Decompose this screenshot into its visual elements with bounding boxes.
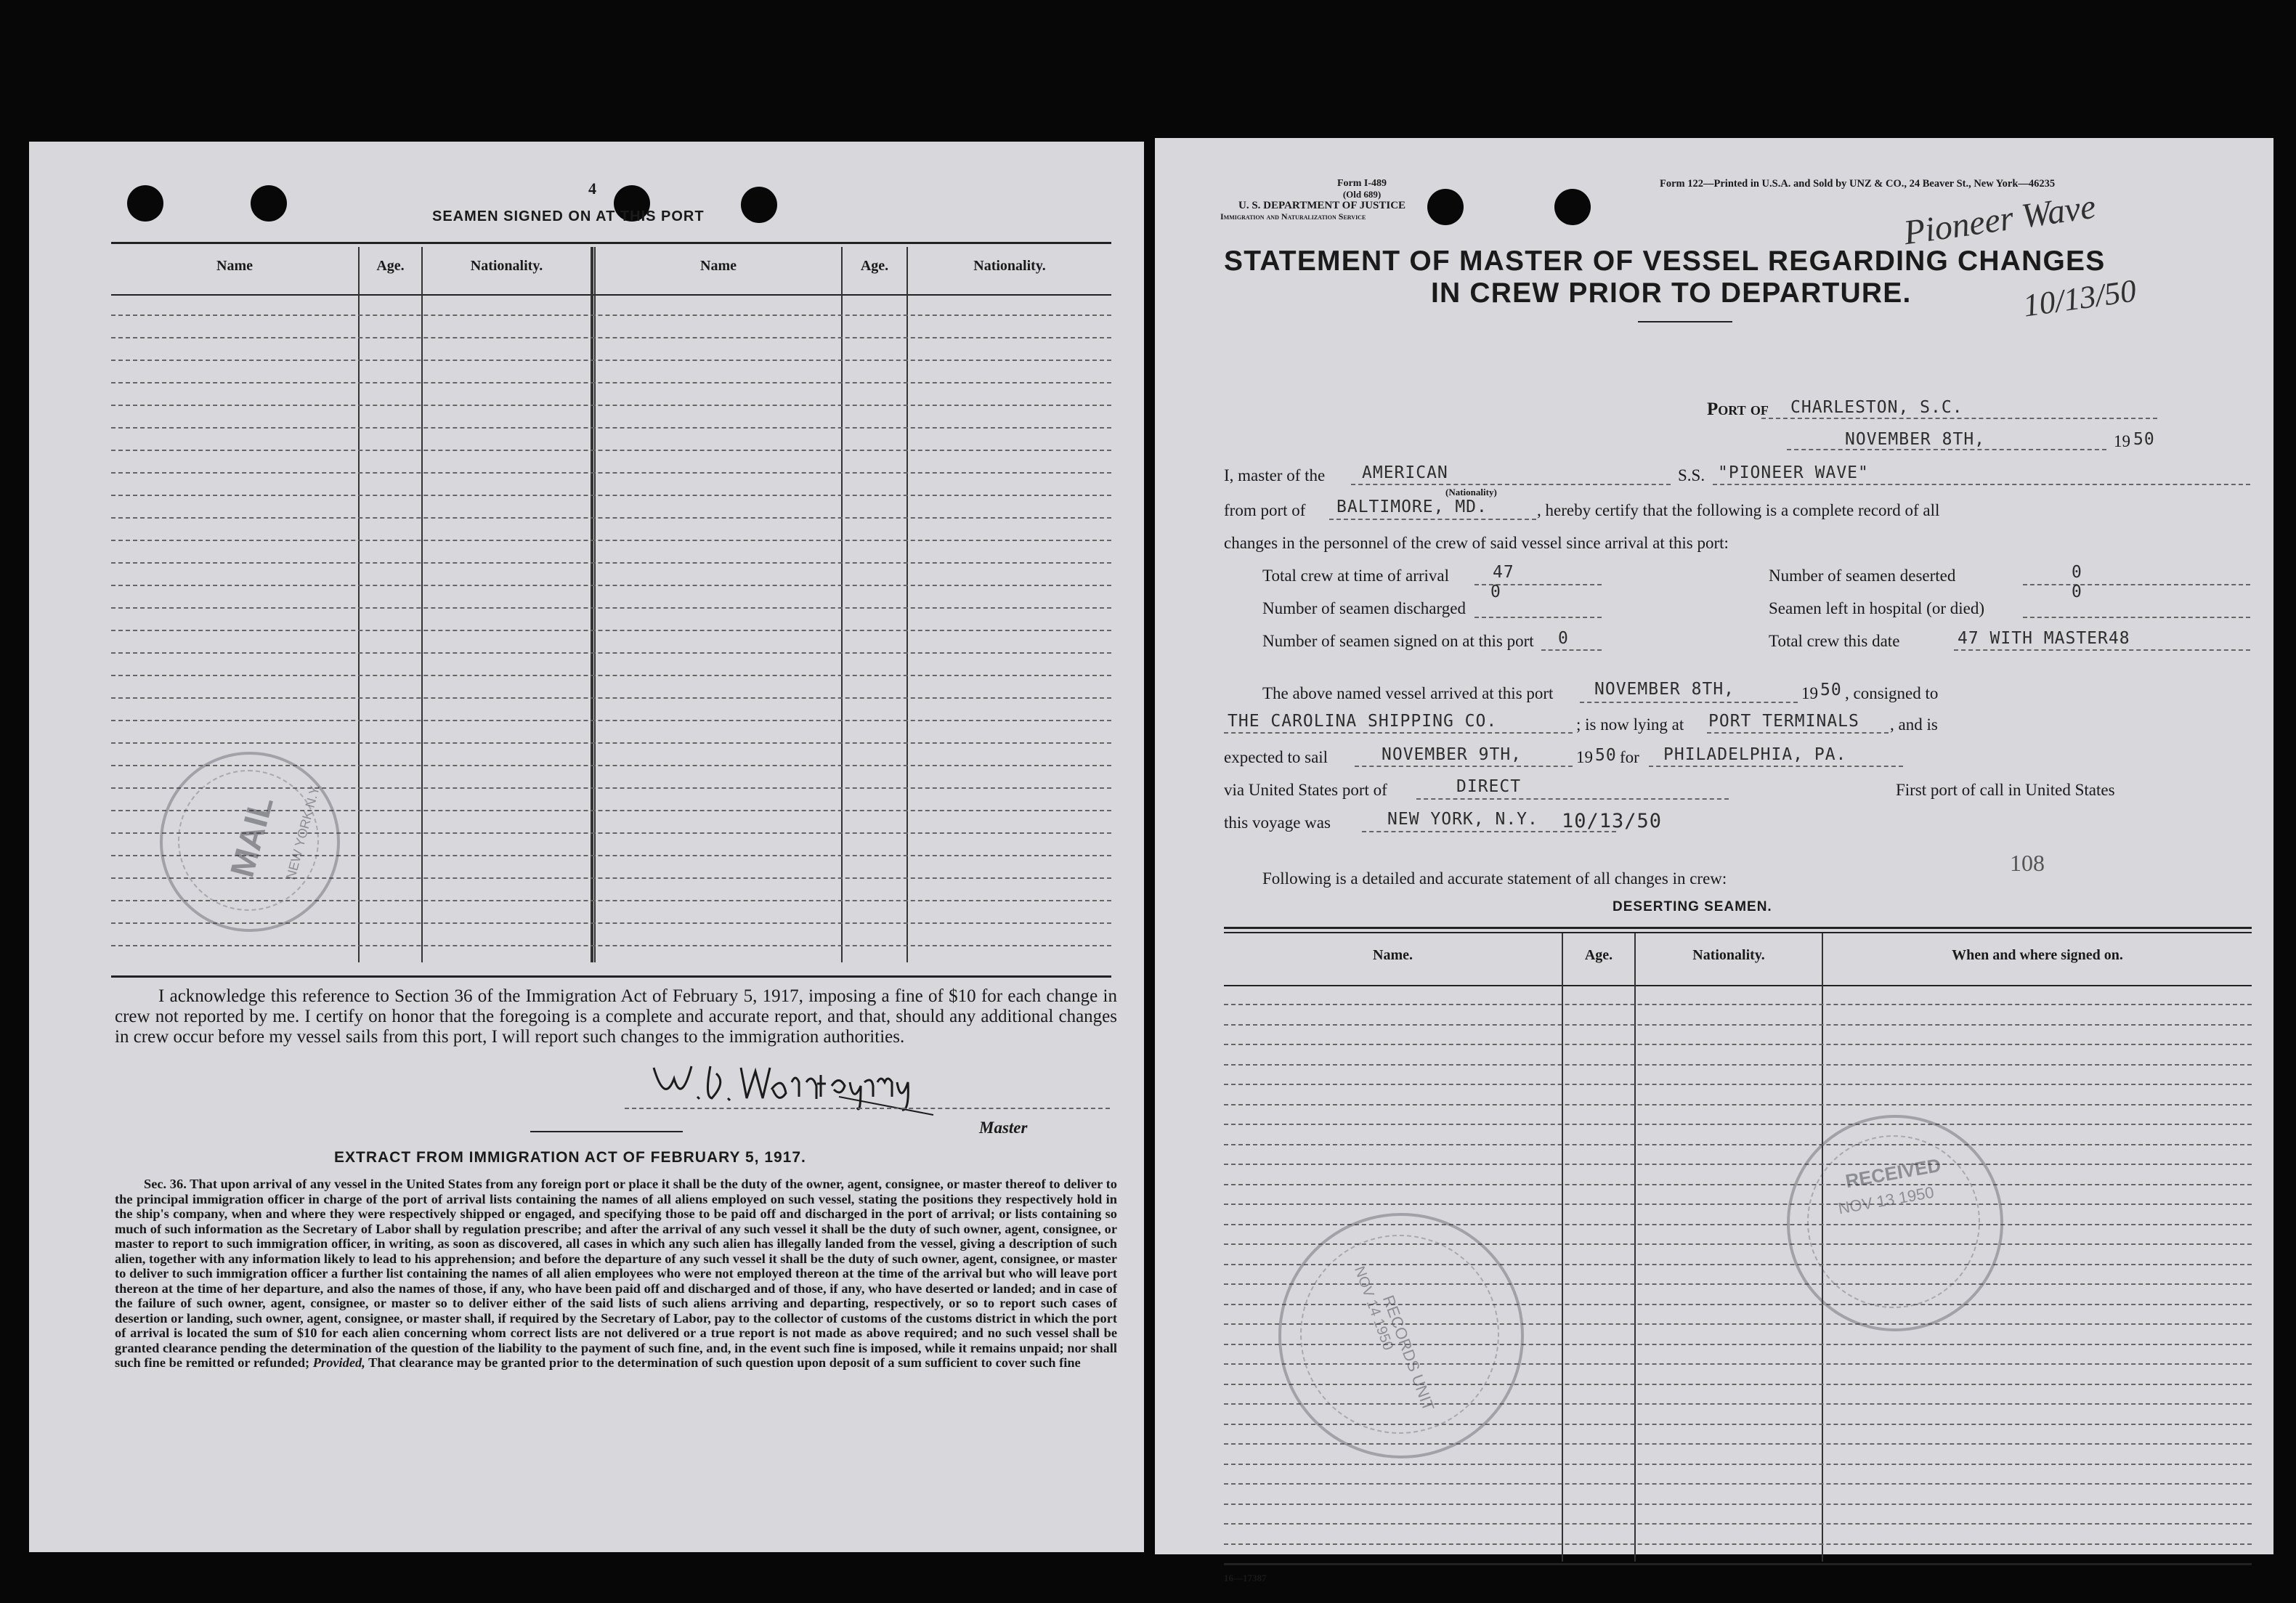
stamped-number: 108 [2010, 850, 2045, 876]
signature-line [625, 1108, 1110, 1109]
table-row [1224, 1204, 2252, 1205]
extract-text: That upon arrival of any vessel in the United States from any foreign port or place it shall be the duty of the owner, agent, consignee, or master thereof to deliver to the principal immigration officer in charge of the port of arrival lists containing the names of all aliens employed on such vessel, stating the positions they respectively hold in the ship's company, when and where they were respectively shipped or engaged, and specifying those to be paid off and discharged in the port of arrival; or lists containing so much of such information as the Secretary of Labor shall by regulation prescribe; and after the arrival of any such vessel it shall be the duty of such owner, agent, consignee, or master to report to such immigration officer, in writing, as soon as discovered, all cases in which any such alien has illegally landed from the vessel, giving a description of such alien, together with any information likely to lead to his apprehension; and before the departure of any such vessel it shall be the duty of such owner, agent, consignee, or master to deliver to such immigration officer a further list containing the names of all alien employees who were not employed thereon at the time of the arrival but who will leave port thereon at the time of her departure, and also the names of those, if any, who have been paid off and discharged and of those, if any, who have deserted or landed; and in case of the failure of such owner, agent, consignee, or master so to deliver either of the said lists of such aliens arriving and departing, respectively, or so to report such cases of desertion or landing, such owner, agent, consignee, or master shall, if required by the Secretary of Labor, pay to the collector of customs of the customs district in which the port of arrival is located the sum of $10 for each alien concerning whom correct lists are not delivered or a true report is not made as above required; and no such vessel shall be granted clearance pending the determination of the question of the liability to the payment of such fine, and, in the event such fine is imposed, while it remains unpaid; nor shall such fine be remitted or refunded; [115, 1177, 1117, 1370]
deserted-line [2023, 584, 2250, 585]
extract-rule [530, 1131, 683, 1132]
column-header-age: Age. [376, 258, 405, 274]
total-crew-label: Total crew at time of arrival [1262, 567, 1450, 585]
table-row [1224, 1064, 2252, 1066]
discharged-line [1474, 617, 1602, 618]
arrived-value: NOVEMBER 8TH, [1594, 680, 1735, 699]
master-signature [646, 1046, 937, 1115]
table-row [1224, 1483, 2252, 1485]
signed-on-line [1541, 649, 1602, 651]
port-value: CHARLESTON, S.C. [1790, 398, 1963, 417]
table-row [1224, 1503, 2252, 1505]
date-value: NOVEMBER 8TH, [1845, 430, 1986, 449]
table-row [111, 427, 1111, 429]
table-row [111, 562, 1111, 564]
punch-hole [1554, 189, 1591, 225]
desert-table-top-rule-2 [1224, 932, 2252, 933]
consignee-value: THE CAROLINA SHIPPING CO. [1228, 712, 1498, 731]
table-row [1224, 1104, 2252, 1105]
received-stamp-date: NOV 13 1950 [1836, 1182, 1936, 1218]
deserting-title: DESERTING SEAMEN. [1613, 899, 1772, 914]
extract-section-label: Sec. 36. [144, 1177, 187, 1191]
column-header-age: Age. [1584, 947, 1613, 963]
hospital-label: Seamen left in hospital (or died) [1769, 599, 1985, 617]
and-is-label: , and is [1890, 715, 1938, 734]
received-stamp-text: RECEIVED [1843, 1153, 1943, 1193]
for-line [1649, 766, 1903, 767]
left-page-title: SEAMEN SIGNED ON AT THIS PORT [432, 208, 705, 224]
table-row [1224, 1543, 2252, 1545]
expected-label: expected to sail [1224, 748, 1328, 766]
arrived-year: 50 [1820, 681, 1842, 699]
table-row [1224, 1144, 2252, 1145]
table-row [1224, 1523, 2252, 1525]
nationality-caption: (Nationality) [1445, 487, 1497, 498]
extract-title: EXTRACT FROM IMMIGRATION ACT OF FEBRUARY 5, 1917. [334, 1149, 806, 1166]
lying-value: PORT TERMINALS [1708, 712, 1859, 731]
discharged-value: 0 [1490, 583, 1501, 601]
title-rule [1638, 321, 1732, 322]
punch-hole [127, 185, 163, 222]
column-header-when-where: When and where signed on. [1952, 947, 2123, 963]
punch-hole [741, 187, 777, 223]
table-row [111, 314, 1111, 316]
total-date-label: Total crew this date [1769, 632, 1900, 650]
table-row [111, 337, 1111, 338]
master-label: Master [979, 1119, 1028, 1137]
first-port-label: First port of call in United States [1896, 781, 2115, 799]
year-value: 50 [2133, 430, 2155, 449]
voyage-date: 10/13/50 [1562, 810, 1663, 832]
service-label: Immigration and Naturalization Service [1220, 211, 1366, 222]
table-row [111, 630, 1111, 631]
left-page [29, 142, 1144, 1552]
form-title-line2: IN CREW PRIOR TO DEPARTURE. [1431, 277, 1912, 309]
table-row [111, 360, 1111, 361]
table-row [111, 720, 1111, 721]
hospital-value: 0 [2072, 583, 2082, 601]
column-header-nationality: Nationality. [470, 258, 543, 274]
ss-label: S.S. [1678, 466, 1705, 484]
hospital-line [2023, 617, 2250, 618]
lying-line [1707, 732, 1889, 734]
deserted-label: Number of seamen deserted [1769, 567, 1956, 585]
page-number: 4 [588, 179, 596, 198]
table-row [111, 495, 1111, 496]
printer-note: Form 122—Printed in U.S.A. and Sold by UNZ & CO., 24 Beaver St., New York—46235 [1660, 178, 2056, 190]
consignee-line [1224, 732, 1573, 734]
table-row [1224, 1184, 2252, 1185]
lying-label: ; is now lying at [1576, 715, 1684, 734]
deserted-value: 0 [2072, 563, 2082, 582]
acknowledgement-paragraph: I acknowledge this reference to Section 36 of the Immigration Act of February 5, 1917, imposing a fine of $10 for each change in crew not reported by me. I certify on honor that the foregoing is a complete and accurate report, and that, should any additional changes in crew occur before my vessel sails from this port, I will report such changes to the immigration authorities. [115, 986, 1117, 1047]
arrived-line [1580, 702, 1798, 703]
form-number: Form I-489 [1336, 178, 1387, 189]
punch-hole [251, 185, 287, 222]
table-bottom-rule [111, 975, 1111, 978]
right-page [1155, 138, 2273, 1583]
arrived-label: The above named vessel arrived at this port [1262, 684, 1554, 702]
extract-body [115, 1177, 1117, 1371]
mail-stamp-place: NEW YORK N.Y. [283, 782, 323, 882]
desert-table-header-rule [1224, 985, 2252, 986]
port-line [1761, 418, 2157, 419]
master-of-label: I, master of the [1224, 466, 1326, 484]
table-row [1224, 1044, 2252, 1045]
nationality-line [1351, 484, 1671, 485]
changes-text: changes in the personnel of the crew of said vessel since arrival at this port: [1224, 534, 1729, 552]
total-date-value: 47 WITH MASTER48 [1958, 629, 2130, 648]
table-row [111, 540, 1111, 541]
mail-stamp-text: MAIL [222, 792, 280, 882]
table-row [1224, 1024, 2252, 1026]
footer-code: 16—17387 [1224, 1572, 1267, 1583]
department-label: U. S. DEPARTMENT OF JUSTICE [1238, 200, 1406, 211]
vessel-value: "PIONEER WAVE" [1718, 463, 1869, 482]
arrived-year-prefix: 19 [1801, 684, 1818, 702]
table-top-rule [111, 242, 1111, 244]
via-value: DIRECT [1456, 777, 1522, 796]
discharged-label: Number of seamen discharged [1262, 599, 1466, 617]
table-row [111, 607, 1111, 609]
port-label: Port of [1707, 399, 1769, 419]
desert-table-top-rule [1224, 927, 2252, 929]
table-row [1224, 1464, 2252, 1465]
records-stamp-text: RECORDS UNIT [1379, 1292, 1438, 1413]
table-row [1224, 1164, 2252, 1165]
table-header-rule [111, 294, 1111, 296]
certify-text: , hereby certify that the following is a complete record of all [1537, 501, 1940, 519]
column-header-name: Name. [1373, 947, 1413, 963]
expected-line [1355, 766, 1573, 767]
form-old-number: (Old 689) [1342, 189, 1382, 200]
via-line [1416, 798, 1729, 800]
table-row [1224, 1004, 2252, 1005]
form-title-line1: STATEMENT OF MASTER OF VESSEL REGARDING CHANGES [1224, 245, 2106, 277]
total-crew-value: 47 [1493, 563, 1514, 582]
column-divider [1562, 933, 1563, 1562]
table-row [111, 675, 1111, 676]
total-date-line [1954, 649, 2250, 651]
punch-hole [1427, 189, 1464, 225]
column-header-name: Name [700, 258, 737, 274]
vessel-line [1713, 484, 2250, 485]
records-stamp-date: NOV 14 1950 [1351, 1264, 1397, 1353]
signed-on-label: Number of seamen signed on at this port [1262, 632, 1534, 650]
for-label: for [1620, 748, 1639, 766]
table-row [111, 405, 1111, 406]
column-header-nationality: Nationality. [1692, 947, 1765, 963]
extract-provided: Provided, [312, 1355, 365, 1370]
table-row [111, 585, 1111, 586]
expected-year-prefix: 19 [1576, 748, 1593, 766]
following-text: Following is a detailed and accurate statement of all changes in crew: [1262, 869, 1727, 888]
from-port-line [1329, 519, 1536, 520]
date-line [1787, 449, 2106, 450]
table-row [111, 742, 1111, 744]
table-row [111, 450, 1111, 451]
column-divider [1634, 933, 1636, 1562]
table-row [111, 517, 1111, 519]
table-row [1224, 1084, 2252, 1085]
table-row [111, 697, 1111, 699]
expected-value: NOVEMBER 9TH, [1382, 745, 1522, 764]
for-value: PHILADELPHIA, PA. [1663, 745, 1847, 764]
expected-year: 50 [1595, 746, 1617, 765]
column-header-age: Age. [860, 258, 889, 274]
table-row [1224, 1124, 2252, 1125]
via-label: via United States port of [1224, 781, 1387, 799]
from-port-value: BALTIMORE, MD. [1336, 498, 1488, 516]
desert-table-bottom-rule [1224, 1563, 2252, 1565]
table-row [111, 472, 1111, 474]
table-row [111, 382, 1111, 383]
this-voyage-value: NEW YORK, N.Y. [1387, 810, 1538, 829]
column-header-name: Name [216, 258, 253, 274]
this-voyage-label: this voyage was [1224, 813, 1331, 832]
signed-on-value: 0 [1558, 629, 1569, 648]
year-prefix: 19 [2114, 432, 2130, 450]
handwritten-date: 10/13/50 [2021, 272, 2139, 324]
extract-tail: That clearance may be granted prior to the determination of such question upon deposit of a sum sufficient to cover such fine [368, 1355, 1081, 1370]
column-header-nationality: Nationality. [973, 258, 1046, 274]
nationality-value: AMERICAN [1362, 463, 1448, 482]
handwritten-vessel-name: Pioneer Wave [1901, 187, 2098, 253]
table-row [111, 945, 1111, 946]
from-port-label: from port of [1224, 501, 1306, 519]
table-row [111, 652, 1111, 654]
consigned-label: , consigned to [1845, 684, 1939, 702]
